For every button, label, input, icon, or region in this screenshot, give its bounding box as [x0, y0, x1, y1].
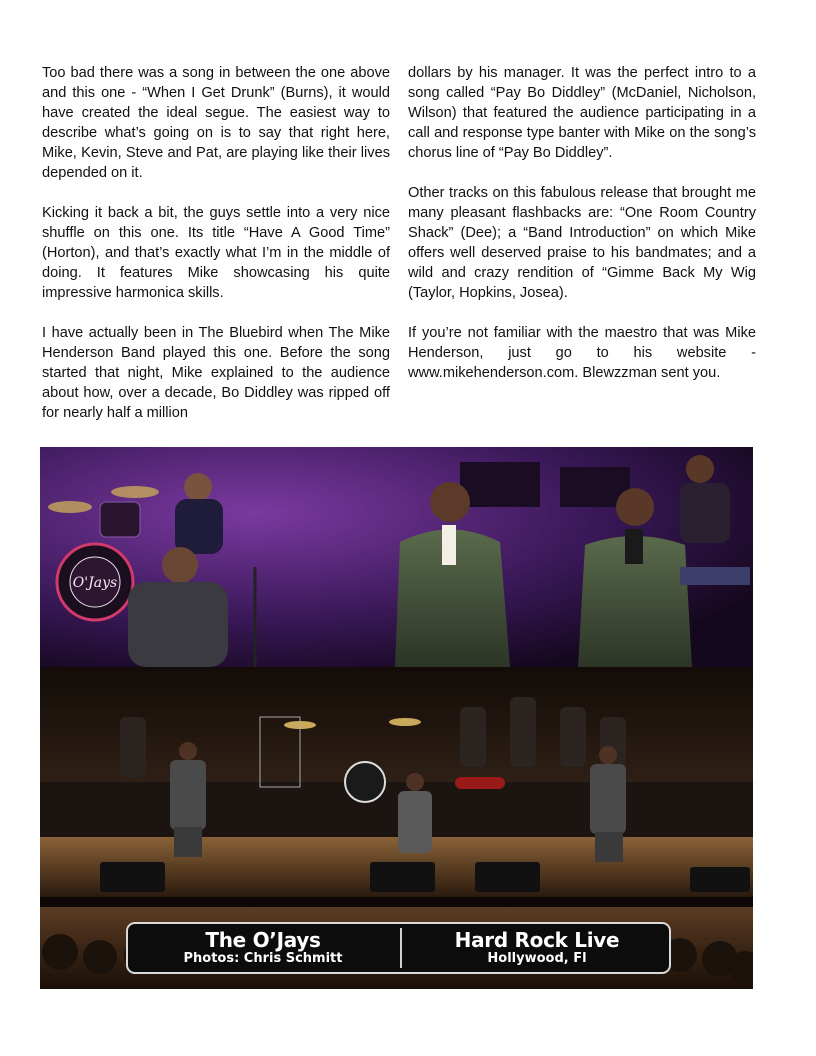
paragraph: Kicking it back a bit, the guys settle into a very nice shuffle on this one. Its title “Have A Good Time” (Horton), and that’s exactly what I’m in the middle of doing. It features Mike showcasing his quite impressive harmonica skills. — [42, 205, 390, 301]
caption-band-credit — [128, 924, 398, 972]
concert-photo-closeup — [40, 447, 753, 667]
paragraph: I have actually been in The Bluebird when The Mike Henderson Band played this one. Before the song started that night, Mike explained to the audience about how, over a decade, Bo Diddley was ripped off for nearly half a million — [42, 325, 390, 421]
band-name: The O’Jays — [205, 928, 321, 952]
photo-caption — [126, 922, 671, 974]
paragraph: Other tracks on this fabulous release that brought me many pleasant flashbacks are: “One Room Country Shack” (Dee); a “Band Introduction” on which Mike offers well deserved praise to his bandmates; and a wild and crazy rendition of “Gimme Back My Wig (Taylor, Hopkins, Josea). — [408, 185, 756, 301]
paragraph: If you’re not familiar with the maestro that was Mike Henderson, just go to his website - www.mikehenderson.com. Blewzzman sent you. — [408, 325, 756, 381]
paragraph: Too bad there was a song in between the one above and this one - “When I Get Drunk” (Burns), it would have created the ideal segue. The easiest way to describe what’s going on is to say that right here, Mike, Kevin, Steve and Pat, are playing like their lives depended on it. — [42, 65, 390, 181]
paragraph: dollars by his manager. It was the perfect intro to a song called “Pay Bo Diddley” (McDaniel, Nicholson, Wilson) that featured the audience participating in a call and response type banter with Mike on the song’s chorus line of “Pay Bo Diddley”. — [408, 65, 756, 161]
venue-name: Hard Rock Live — [454, 928, 620, 952]
article-left-column — [42, 63, 390, 443]
caption-venue — [402, 924, 672, 972]
drum-logo: O'Jays — [72, 575, 118, 591]
photo-credit: Photos: Chris Schmitt — [183, 951, 343, 966]
venue-location: Hollywood, Fl — [487, 951, 587, 966]
article-right-column — [408, 63, 756, 403]
